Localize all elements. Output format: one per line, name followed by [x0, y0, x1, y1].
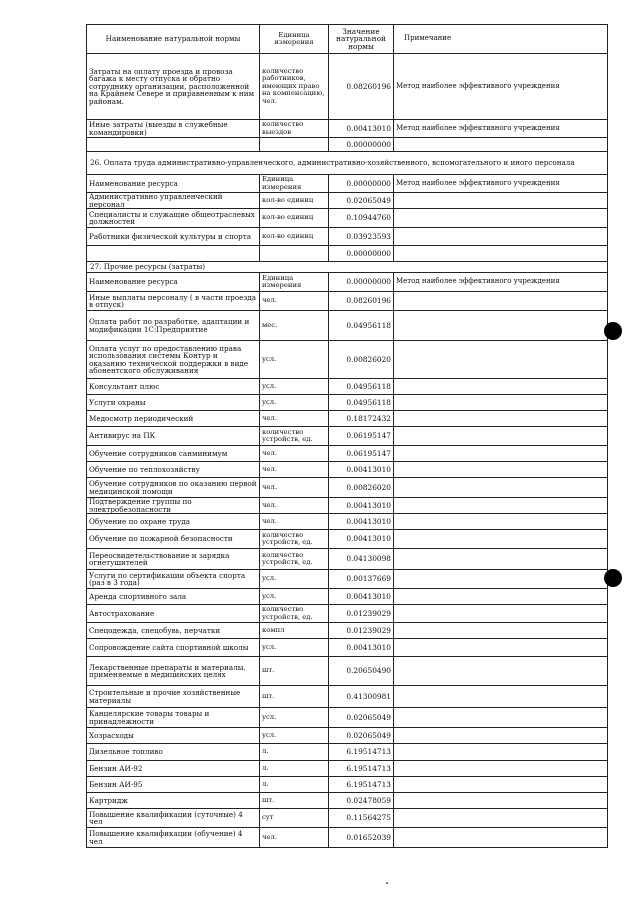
cell-unit: усл.	[260, 570, 329, 589]
table-row	[87, 570, 608, 589]
table-row	[87, 728, 608, 744]
cell-name: Спецодежда, спецобувь, перчатки	[87, 623, 260, 639]
cell-note	[394, 708, 608, 728]
table-row	[87, 686, 608, 708]
cell-unit: усл.	[260, 708, 329, 728]
cell-note	[394, 605, 608, 623]
cell-name: Обучение сотрудников по оказанию первой медицинской помощи	[87, 478, 260, 498]
cell-value: 0.08260196	[329, 54, 394, 120]
table-row	[87, 273, 608, 292]
header-value: Значение натуральной нормы	[329, 25, 394, 54]
cell-name: Услуги по сертификации объекта спорта (раз в 3 года)	[87, 570, 260, 589]
cell-note	[394, 793, 608, 809]
cell-note	[394, 246, 608, 262]
table-row	[87, 292, 608, 311]
table-row	[87, 549, 608, 570]
cell-value: 0.00000000	[329, 175, 394, 193]
cell-name: Обучение по пожарной безопасности	[87, 530, 260, 549]
cell-name: Иные выплаты персоналу ( в части проезда в отпуск)	[87, 292, 260, 311]
cell-value: 0.00413010	[329, 462, 394, 478]
cell-unit	[260, 246, 329, 262]
table-row	[87, 777, 608, 793]
cell-unit: шт.	[260, 793, 329, 809]
cell-value: 0.41300981	[329, 686, 394, 708]
cell-unit: чел.	[260, 411, 329, 427]
cell-unit: усл.	[260, 379, 329, 395]
cell-unit: количество устройств, ед.	[260, 549, 329, 570]
cell-note	[394, 311, 608, 341]
punch-hole-top	[604, 322, 622, 340]
cell-value: 0.02065049	[329, 708, 394, 728]
cell-value: 6.19514713	[329, 744, 394, 761]
cell-name: Бензин АИ-92	[87, 761, 260, 777]
table-row	[87, 246, 608, 262]
cell-value: 0.00826020	[329, 478, 394, 498]
cell-note: Метод наиболее эффективного учреждения	[394, 120, 608, 138]
table-row	[87, 427, 608, 446]
cell-unit: чел.	[260, 828, 329, 848]
cell-value: 0.00000000	[329, 273, 394, 292]
cell-name: Иные затраты (выезды в служебные командировки)	[87, 120, 260, 138]
cell-unit: чел.	[260, 292, 329, 311]
table-row	[87, 708, 608, 728]
cell-name: Оплата работ по разработке, адаптации и модификации 1С:Предприятие	[87, 311, 260, 341]
cell-value: 0.06195147	[329, 427, 394, 446]
cell-value: 0.02478059	[329, 793, 394, 809]
cell-name: Специалисты и служащие общеотраслевых должностей	[87, 209, 260, 228]
section-27-row	[87, 262, 608, 273]
cell-name: Подтверждение группы по электробезопасности	[87, 498, 260, 514]
cell-name: Канцелярские товары товары и принадлежности	[87, 708, 260, 728]
cell-note	[394, 744, 608, 761]
cell-value: 0.01239029	[329, 623, 394, 639]
cell-unit: чел.	[260, 462, 329, 478]
table-row	[87, 744, 608, 761]
cell-value: 0.01652039	[329, 828, 394, 848]
table-row	[87, 530, 608, 549]
cell-value: 0.04130098	[329, 549, 394, 570]
table-row	[87, 793, 608, 809]
cell-unit: количество выездов	[260, 120, 329, 138]
cell-unit: чел.	[260, 446, 329, 462]
cell-value: 0.02065049	[329, 193, 394, 209]
cell-value: 0.01239029	[329, 605, 394, 623]
cell-value: 0.18172432	[329, 411, 394, 427]
cell-name: Оплата услуг по предоставлению права использования системы Контур и оказанию технической поддержки в виде абонентского обслуживания	[87, 341, 260, 379]
cell-unit: Единица измерения	[260, 175, 329, 193]
table-row	[87, 193, 608, 209]
table-row	[87, 228, 608, 246]
cell-note	[394, 138, 608, 152]
cell-note	[394, 657, 608, 686]
table-row	[87, 639, 608, 657]
cell-unit: чел.	[260, 478, 329, 498]
cell-unit: кол-во единиц	[260, 228, 329, 246]
scan-speck	[386, 882, 388, 884]
cell-unit: количество работников, имеющих право на компенсацию, чел.	[260, 54, 329, 120]
cell-unit: компл	[260, 623, 329, 639]
cell-unit: л.	[260, 761, 329, 777]
cell-name: Картридж	[87, 793, 260, 809]
cell-unit: шт.	[260, 657, 329, 686]
cell-note	[394, 462, 608, 478]
cell-name: Аренда спортивного зала	[87, 589, 260, 605]
table-row	[87, 809, 608, 828]
cell-note	[394, 623, 608, 639]
cell-value: 0.04956118	[329, 395, 394, 411]
cell-note	[394, 530, 608, 549]
table-header-row	[87, 25, 608, 54]
cell-value: 0.04956118	[329, 379, 394, 395]
header-unit: Единица измерения	[260, 25, 329, 54]
table-row	[87, 498, 608, 514]
cell-name: Переосвидетельствование и зарядка огнетушителей	[87, 549, 260, 570]
cell-note	[394, 639, 608, 657]
cell-note	[394, 498, 608, 514]
header-note: Примечание	[394, 25, 608, 54]
cell-value: 6.19514713	[329, 761, 394, 777]
cell-unit: усл.	[260, 589, 329, 605]
cell-name: Консультант плюс	[87, 379, 260, 395]
table-row	[87, 605, 608, 623]
cell-unit: кол-во единиц	[260, 193, 329, 209]
cell-name: Автострахование	[87, 605, 260, 623]
cell-value: 0.00413010	[329, 514, 394, 530]
cell-note	[394, 570, 608, 589]
cell-unit: л.	[260, 744, 329, 761]
cell-name: Наименование ресурса	[87, 175, 260, 193]
cell-note	[394, 728, 608, 744]
cell-name: Работники физической культуры и спорта	[87, 228, 260, 246]
cell-name: Хозрасходы	[87, 728, 260, 744]
cell-unit: количество устройств, ед.	[260, 427, 329, 446]
cell-note: Метод наиболее эффективного учреждения	[394, 54, 608, 120]
cell-name: Повышение квалификации (суточные) 4 чел	[87, 809, 260, 828]
cell-note	[394, 209, 608, 228]
cell-unit: чел.	[260, 498, 329, 514]
cell-unit: усл.	[260, 341, 329, 379]
cell-note	[394, 809, 608, 828]
cell-value: 0.11564275	[329, 809, 394, 828]
cell-name: Административно управленческий персонал	[87, 193, 260, 209]
section-27-title: 27. Прочие ресурсы (затраты)	[87, 262, 608, 273]
cell-value: 0.00413010	[329, 639, 394, 657]
cell-value: 0.02065049	[329, 728, 394, 744]
cell-name: Повышение квалификации (обучение) 4 чел	[87, 828, 260, 848]
cell-value: 0.04956118	[329, 311, 394, 341]
cell-note	[394, 446, 608, 462]
cell-name: Обучение сотрудников санминимум	[87, 446, 260, 462]
table-row	[87, 446, 608, 462]
header-name: Наименование натуральной нормы	[87, 25, 260, 54]
table-row	[87, 478, 608, 498]
table-row	[87, 138, 608, 152]
table-row	[87, 54, 608, 120]
cell-note	[394, 341, 608, 379]
cell-note: Метод наиболее эффективного учреждения	[394, 273, 608, 292]
cell-note: Метод наиболее эффективного учреждения	[394, 175, 608, 193]
table-row	[87, 120, 608, 138]
table-row	[87, 514, 608, 530]
cell-name: Обучение по теплохозяйству	[87, 462, 260, 478]
cell-name: Сопровождение сайта спортивной школы	[87, 639, 260, 657]
cell-unit: усл.	[260, 639, 329, 657]
cell-name: Антивирус на ПК	[87, 427, 260, 446]
cell-note	[394, 292, 608, 311]
table-row	[87, 341, 608, 379]
table-row	[87, 462, 608, 478]
cell-unit	[260, 138, 329, 152]
cell-note	[394, 427, 608, 446]
cell-unit: усл.	[260, 728, 329, 744]
cell-value: 0.00826020	[329, 341, 394, 379]
cell-unit: сут	[260, 809, 329, 828]
cell-value: 0.00413010	[329, 498, 394, 514]
table-row	[87, 411, 608, 427]
cell-name: Услуги охраны	[87, 395, 260, 411]
cell-note	[394, 828, 608, 848]
cell-name: Наименование ресурса	[87, 273, 260, 292]
cell-unit: Единица измерения	[260, 273, 329, 292]
cell-note	[394, 478, 608, 498]
table-row	[87, 657, 608, 686]
natural-norms-table	[86, 24, 608, 848]
cell-name: Обучение по охране труда	[87, 514, 260, 530]
cell-value: 0.00000000	[329, 246, 394, 262]
cell-name	[87, 246, 260, 262]
cell-name	[87, 138, 260, 152]
cell-name: Медосмотр периодический	[87, 411, 260, 427]
cell-note	[394, 514, 608, 530]
cell-unit: шт.	[260, 686, 329, 708]
cell-note	[394, 228, 608, 246]
cell-note	[394, 761, 608, 777]
cell-value: 6.19514713	[329, 777, 394, 793]
cell-unit: количество устройств, ед.	[260, 605, 329, 623]
punch-hole-bottom	[604, 569, 622, 587]
table-row	[87, 379, 608, 395]
table-row	[87, 311, 608, 341]
cell-unit: мес.	[260, 311, 329, 341]
table-row	[87, 623, 608, 639]
cell-unit: чел.	[260, 514, 329, 530]
cell-value: 0.06195147	[329, 446, 394, 462]
cell-note	[394, 589, 608, 605]
cell-note	[394, 379, 608, 395]
cell-name: Затраты на оплату проезда и провоза багажа к месту отпуска и обратно сотруднику организации, расположенной на Крайнем Севере и приравненным к ним районам.	[87, 54, 260, 120]
table-row	[87, 209, 608, 228]
cell-unit: усл.	[260, 395, 329, 411]
cell-unit: л.	[260, 777, 329, 793]
table-row	[87, 175, 608, 193]
cell-note	[394, 549, 608, 570]
document-page	[86, 24, 608, 848]
cell-value: 0.10944760	[329, 209, 394, 228]
table-row	[87, 395, 608, 411]
cell-name: Лекарственные препараты и материалы, применяемые в медицинских целях	[87, 657, 260, 686]
cell-name: Дизельное топливо	[87, 744, 260, 761]
cell-value: 0.00413010	[329, 589, 394, 605]
cell-value: 0.00000000	[329, 138, 394, 152]
cell-value: 0.03923593	[329, 228, 394, 246]
cell-value: 0.00137669	[329, 570, 394, 589]
section-26-title: 26. Оплата труда административно-управленческого, административно-хозяйственного, вспомогательного и иного персонала	[87, 152, 608, 175]
cell-note	[394, 686, 608, 708]
table-row	[87, 589, 608, 605]
cell-value: 0.00413010	[329, 530, 394, 549]
cell-note	[394, 777, 608, 793]
cell-name: Бензин АИ-95	[87, 777, 260, 793]
table-row	[87, 761, 608, 777]
cell-value: 0.00413010	[329, 120, 394, 138]
cell-note	[394, 395, 608, 411]
table-row	[87, 828, 608, 848]
cell-unit: количество устройств, ед.	[260, 530, 329, 549]
cell-value: 0.20650490	[329, 657, 394, 686]
cell-note	[394, 411, 608, 427]
section-26-row	[87, 152, 608, 175]
cell-note	[394, 193, 608, 209]
cell-name: Строительные и прочие хозяйственные материалы	[87, 686, 260, 708]
cell-value: 0.08260196	[329, 292, 394, 311]
cell-unit: кол-во единиц	[260, 209, 329, 228]
